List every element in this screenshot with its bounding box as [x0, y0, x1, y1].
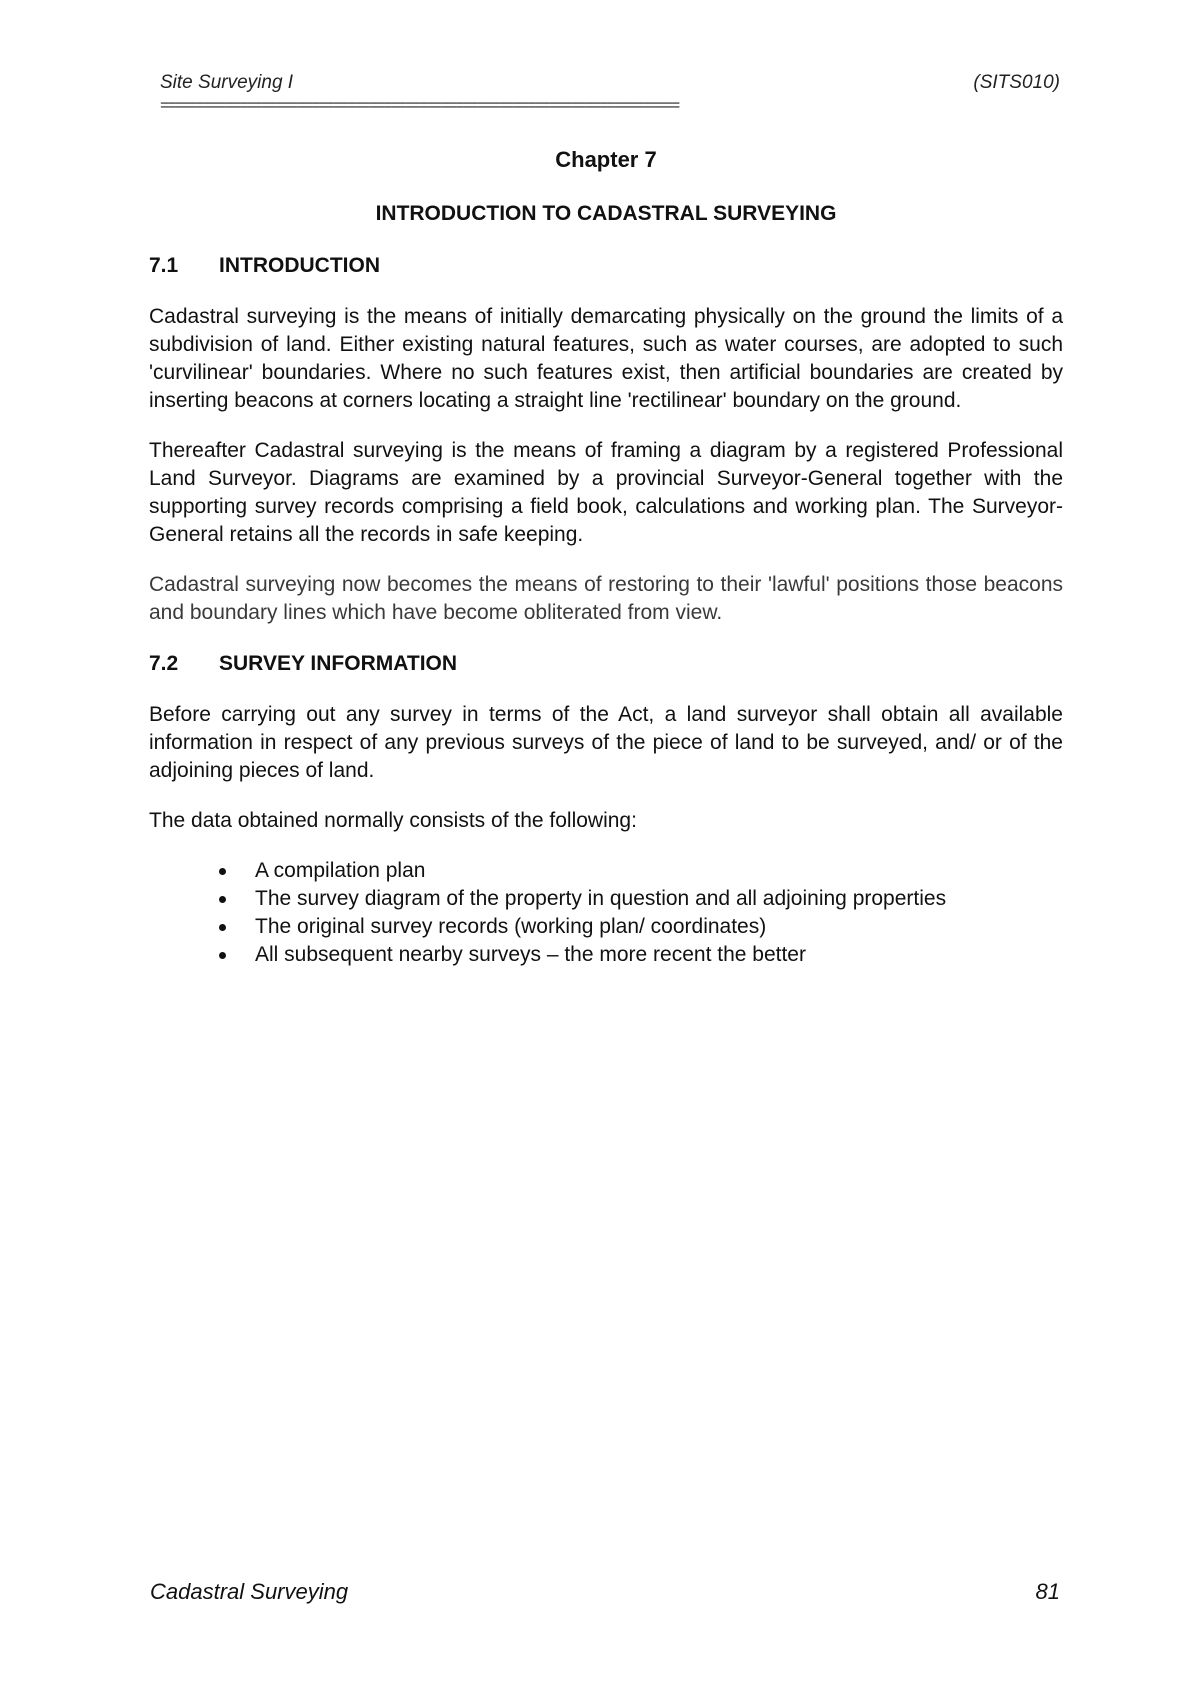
paragraph: The data obtained normally consists of the following: [149, 809, 637, 832]
bullet-icon [219, 868, 226, 875]
data-sources-list [149, 857, 1063, 969]
list-item [149, 885, 1063, 913]
list-item-text: A compilation plan [255, 859, 426, 882]
page-number: 81 [1035, 1579, 1060, 1604]
section-number: 7.1 [149, 254, 179, 277]
list-item-text: The original survey records (working plan/ coordinates) [255, 915, 767, 938]
header-course-code: (SITS010) [973, 72, 1060, 93]
section-title: SURVEY INFORMATION [219, 652, 458, 675]
footer-topic: Cadastral Surveying [150, 1579, 349, 1604]
page-content [149, 145, 1063, 969]
section-title: INTRODUCTION [219, 254, 380, 277]
header-course-name: Site Surveying I [160, 72, 294, 93]
section-heading-survey-information [149, 649, 1063, 679]
bullet-icon [219, 952, 226, 959]
list-item [149, 941, 1063, 969]
running-header [160, 72, 1060, 96]
list-item-text: The survey diagram of the property in question and all adjoining properties [255, 887, 947, 910]
paragraph: Before carrying out any survey in terms of the Act, a land surveyor shall obtain all available information in respect of any previous surveys of the piece of land to be surveyed, and/ or of the adjoining pieces of land. [149, 703, 1063, 782]
chapter-title: INTRODUCTION TO CADASTRAL SURVEYING [375, 202, 837, 225]
chapter-label: Chapter 7 [555, 147, 657, 172]
paragraph: Thereafter Cadastral surveying is the means of framing a diagram by a registered Professional Land Surveyor. Diagrams are examined by a provincial Surveyor-General together with the supporting survey records comprising a field book, calculations and working plan. The Surveyor-General retains all the records in safe keeping. [149, 439, 1063, 546]
section-heading-introduction [149, 251, 1063, 281]
list-item [149, 913, 1063, 941]
paragraph: Cadastral surveying now becomes the means of restoring to their 'lawful' positions those beacons and boundary lines which have become obliterated from view. [149, 573, 1063, 624]
paragraph: Cadastral surveying is the means of initially demarcating physically on the ground the limits of a subdivision of land. Either existing natural features, such as water courses, are adopted to such 'curvilinear' boundaries. Where no such features exist, then artificial boundaries are created by inserting beacons at corners locating a straight line 'rectilinear' boundary on the ground. [149, 305, 1063, 412]
bullet-icon [219, 896, 226, 903]
bullet-icon [219, 924, 226, 931]
list-item [149, 857, 1063, 885]
section-number: 7.2 [149, 652, 179, 675]
header-rule: ======================================================================== [160, 98, 679, 115]
list-item-text: All subsequent nearby surveys – the more recent the better [255, 943, 806, 966]
